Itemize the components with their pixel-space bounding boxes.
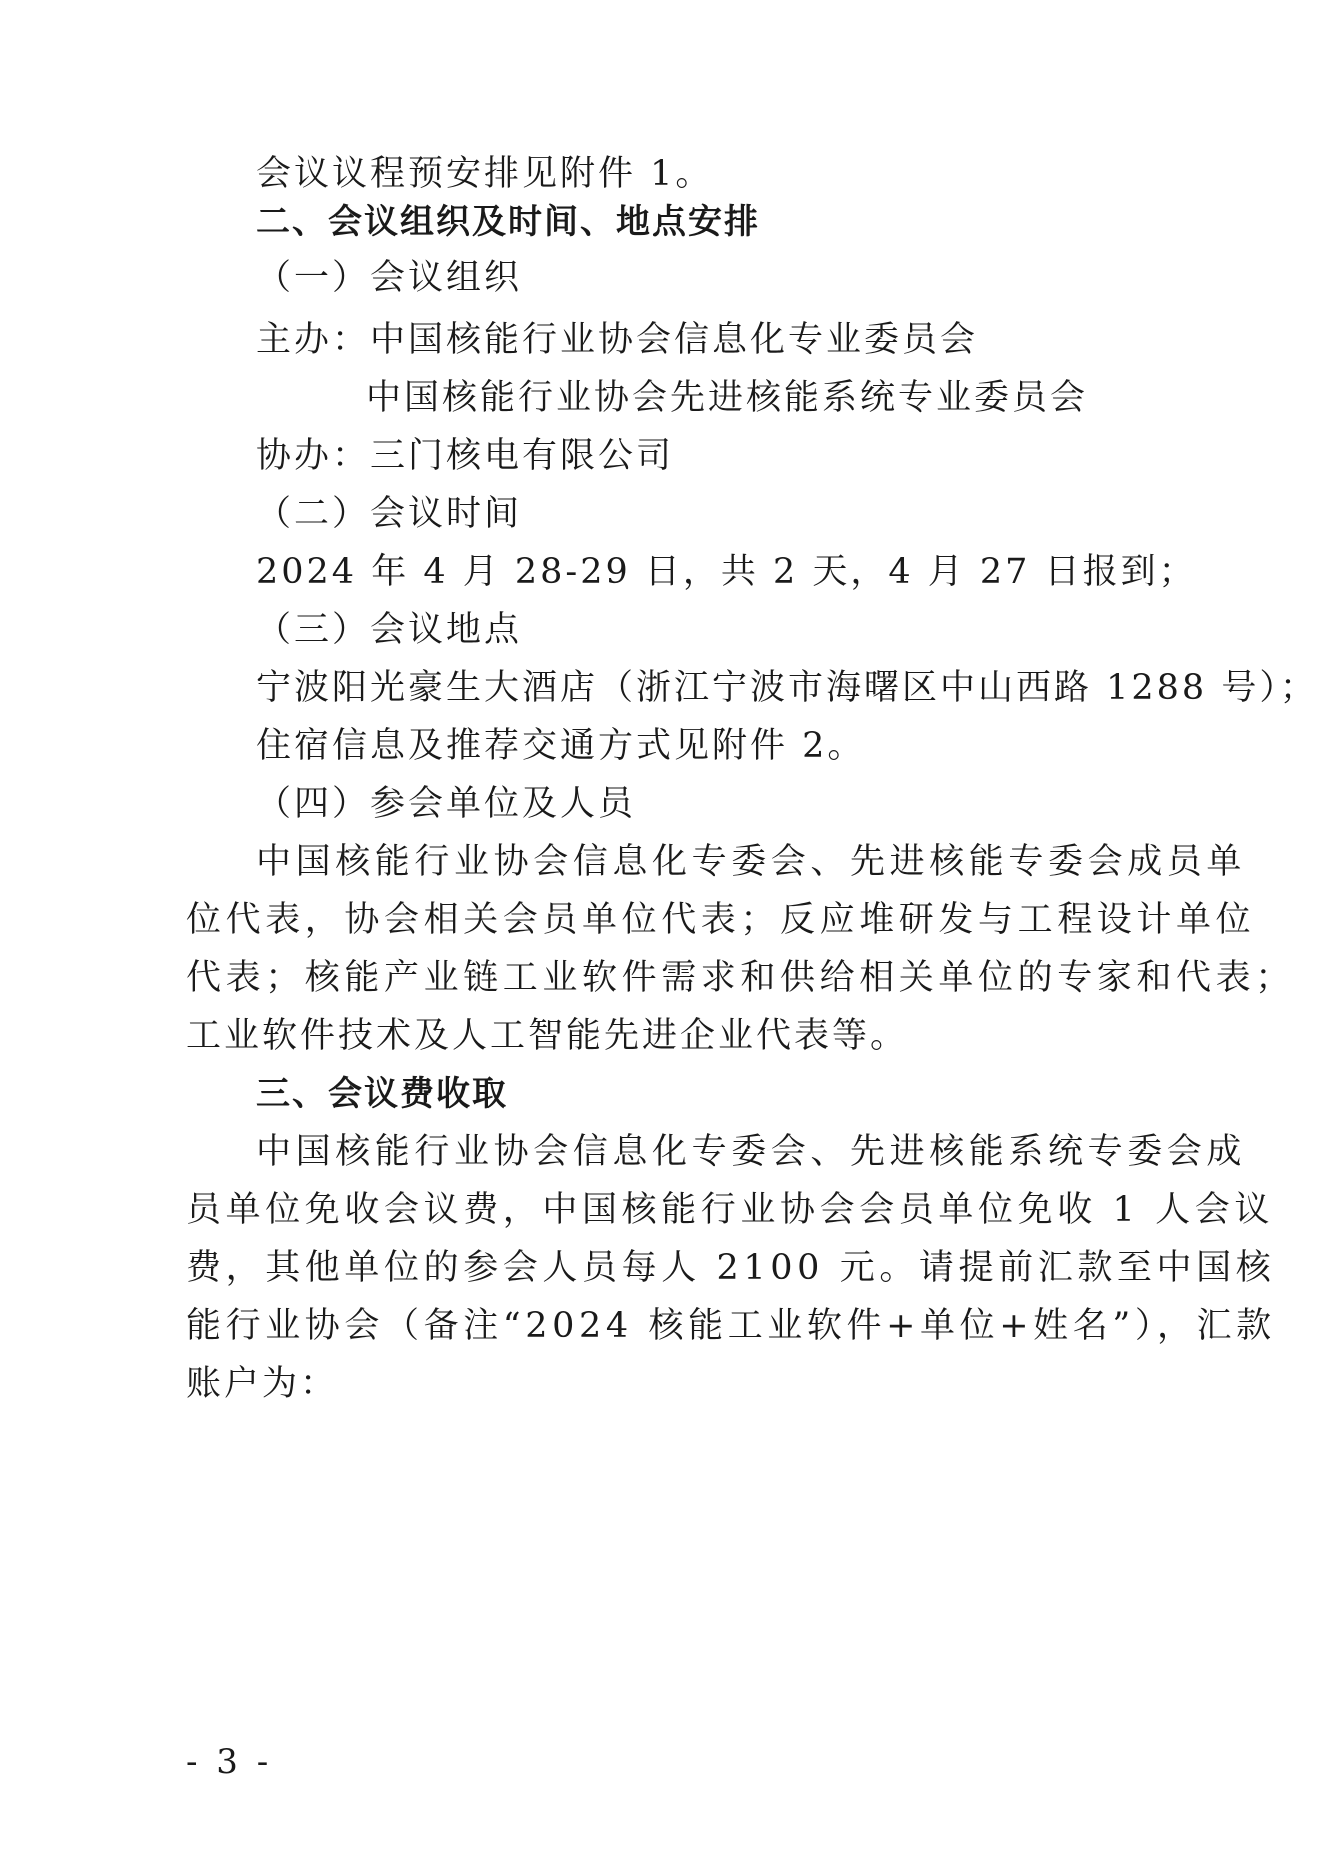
participants-paragraph: 工业软件技术及人工智能先进企业代表等。 [186,1016,909,1056]
participants-paragraph: 中国核能行业协会信息化专委会、先进核能专委会成员单 [256,842,1247,882]
agenda-note: 会议议程预安排见附件 1。 [256,154,714,194]
fee-paragraph: 员单位免收会议费，中国核能行业协会会员单位免收 1 人会议 [186,1190,1274,1230]
meeting-date: 2024 年 4 月 28-29 日，共 2 天，4 月 27 日报到； [256,552,1197,592]
fee-paragraph: 中国核能行业协会信息化专委会、先进核能系统专委会成 [256,1132,1247,1172]
subsection-participants: （四）参会单位及人员 [256,784,637,824]
accommodation-note: 住宿信息及推荐交通方式见附件 2。 [256,726,866,766]
subsection-location: （三）会议地点 [256,610,523,650]
co-organizer-line: 协办：三门核电有限公司 [256,436,675,476]
participants-paragraph: 代表；核能产业链工业软件需求和供给相关单位的专家和代表； [186,958,1295,998]
fee-paragraph: 账户为： [186,1364,339,1404]
participants-paragraph: 位代表，协会相关会员单位代表；反应堆研发与工程设计单位 [186,900,1256,940]
venue-line: 宁波阳光豪生大酒店（浙江宁波市海曙区中山西路 1288 号）； [256,668,1318,708]
section-heading-3: 三、会议费收取 [256,1074,508,1114]
fee-paragraph: 能行业协会（备注“2024 核能工业软件+单位+姓名”），汇款 [186,1306,1276,1346]
subsection-organization: （一）会议组织 [256,258,523,298]
organizer-line-2: 中国核能行业协会先进核能系统专业委员会 [366,378,1089,418]
organizer-line: 主办：中国核能行业协会信息化专业委员会 [256,320,979,360]
section-heading-2: 二、会议组织及时间、地点安排 [256,202,760,242]
fee-paragraph: 费，其他单位的参会人员每人 2100 元。请提前汇款至中国核 [186,1248,1276,1288]
page-number: - 3 - [186,1742,273,1782]
subsection-time: （二）会议时间 [256,494,523,534]
